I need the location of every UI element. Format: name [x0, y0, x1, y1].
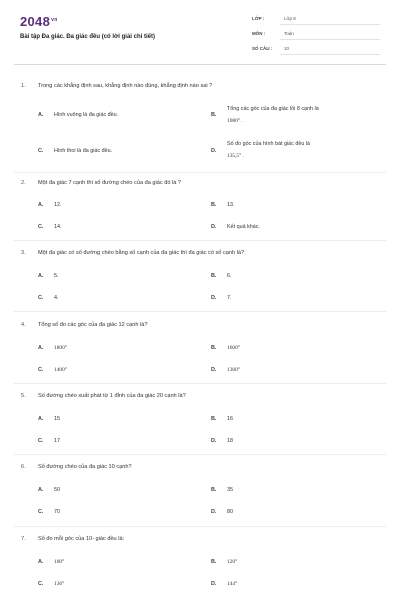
- option-label: C.: [38, 581, 44, 587]
- option-text: 4.: [54, 295, 59, 301]
- meta-underline: [280, 54, 380, 55]
- option-text: 136°: [54, 581, 65, 587]
- option-text: 15: [54, 416, 60, 422]
- document-header: [0, 0, 400, 62]
- option-text: 13.: [227, 202, 235, 208]
- option-text: 35: [227, 487, 233, 493]
- option-text: 100°: [54, 559, 65, 565]
- option-label: A.: [38, 345, 44, 351]
- question-divider: [14, 240, 386, 241]
- option-text: 1600°: [227, 345, 240, 351]
- meta-value: Lớp 8: [284, 16, 296, 21]
- option-label: A.: [38, 487, 44, 493]
- meta-underline: [280, 39, 380, 40]
- option-label: D.: [211, 509, 217, 515]
- question-text: Tổng số đo các góc của đa giác 12 cạnh là?: [38, 322, 148, 328]
- question-text: Một đa giác có số đường chéo bằng số cạnh của đa giác thì đa giác có số cạnh là?: [38, 250, 245, 256]
- question-text: Số đường chéo xuất phát từ 1 đỉnh của đa giác 20 cạnh là?: [38, 393, 186, 399]
- option-text: Số đo góc của hình bát giác đều là: [227, 141, 311, 147]
- option-text: 5.: [54, 273, 59, 279]
- question-divider: [14, 454, 386, 455]
- question-text: Số đo mỗi góc của 10- giác đều là:: [38, 536, 125, 542]
- question-number: 1.: [21, 83, 26, 89]
- option-text: 120°: [227, 559, 238, 565]
- option-text: 12.: [54, 202, 62, 208]
- logo-text: 2048: [20, 14, 51, 29]
- option-text: Hình thoi là đa giác đều.: [54, 148, 113, 154]
- meta-value: Toán: [284, 31, 294, 36]
- question-text: Một đa giác 7 cạnh thì số đường chéo của đa giác đó là ?: [38, 180, 181, 186]
- meta-key: SỐ CÂU :: [252, 46, 273, 51]
- question-number: 3.: [21, 250, 26, 256]
- question-divider: [14, 172, 386, 173]
- meta-key: MÔN :: [252, 31, 266, 36]
- option-text: 7.: [227, 295, 232, 301]
- option-text: 1400°: [54, 367, 67, 373]
- option-label: A.: [38, 416, 44, 422]
- meta-key: LỚP :: [252, 16, 265, 21]
- option-formula: 1080° .: [227, 118, 243, 124]
- option-label: A.: [38, 202, 44, 208]
- option-text: 80: [227, 509, 233, 515]
- option-label: C.: [38, 367, 44, 373]
- option-text: 70: [54, 509, 60, 515]
- option-text: 16: [227, 416, 233, 422]
- option-label: C.: [38, 295, 44, 301]
- option-label: B.: [211, 559, 217, 565]
- option-label: A.: [38, 273, 44, 279]
- option-label: A.: [38, 112, 44, 118]
- option-text: 6.: [227, 273, 232, 279]
- option-label: D.: [211, 438, 217, 444]
- option-label: D.: [211, 148, 217, 154]
- question-divider: [14, 526, 386, 527]
- option-text: 18: [227, 438, 233, 444]
- option-label: B.: [211, 416, 217, 422]
- option-label: B.: [211, 273, 217, 279]
- option-label: C.: [38, 509, 44, 515]
- option-text: 1800°: [54, 345, 67, 351]
- option-label: B.: [211, 487, 217, 493]
- question-divider: [14, 383, 386, 384]
- meta-value: 10: [284, 46, 290, 51]
- option-label: B.: [211, 345, 217, 351]
- question-number: 6.: [21, 464, 26, 470]
- option-label: D.: [211, 367, 217, 373]
- header-divider: [14, 64, 386, 65]
- option-formula: 135,5° .: [227, 153, 244, 159]
- option-label: B.: [211, 202, 217, 208]
- option-text: Tổng các góc của đa giác lồi 8 cạnh là: [227, 106, 319, 112]
- option-label: D.: [211, 295, 217, 301]
- question-number: 2.: [21, 180, 26, 186]
- question-divider: [14, 311, 386, 312]
- option-label: C.: [38, 148, 44, 154]
- question-text: Trong các khẳng định sau, khẳng định nào đúng, khẳng định nào sai ?: [38, 83, 213, 89]
- option-text: 17: [54, 438, 60, 444]
- option-text: 1300°: [227, 367, 240, 373]
- option-label: D.: [211, 224, 217, 230]
- question-text: Số đường chéo của đa giác 10 cạnh?: [38, 464, 132, 470]
- option-label: C.: [38, 224, 44, 230]
- option-label: A.: [38, 559, 44, 565]
- option-label: C.: [38, 438, 44, 444]
- question-number: 4.: [21, 322, 26, 328]
- logo-suffix: vn: [51, 17, 58, 23]
- document-title: Bài tập Đa giác. Đa giác đều (có lời giải chi tiết): [20, 34, 155, 40]
- option-label: D.: [211, 581, 217, 587]
- site-logo[interactable]: [20, 14, 58, 29]
- option-text: 144°: [227, 581, 238, 587]
- option-text: Kết quả khác.: [227, 224, 260, 230]
- option-text: 50: [54, 487, 60, 493]
- option-text: 14.: [54, 224, 62, 230]
- option-label: B.: [211, 112, 217, 118]
- question-number: 7.: [21, 536, 26, 542]
- question-number: 5.: [21, 393, 26, 399]
- option-text: Hình vuông là đa giác đều.: [54, 112, 119, 118]
- meta-underline: [280, 24, 380, 25]
